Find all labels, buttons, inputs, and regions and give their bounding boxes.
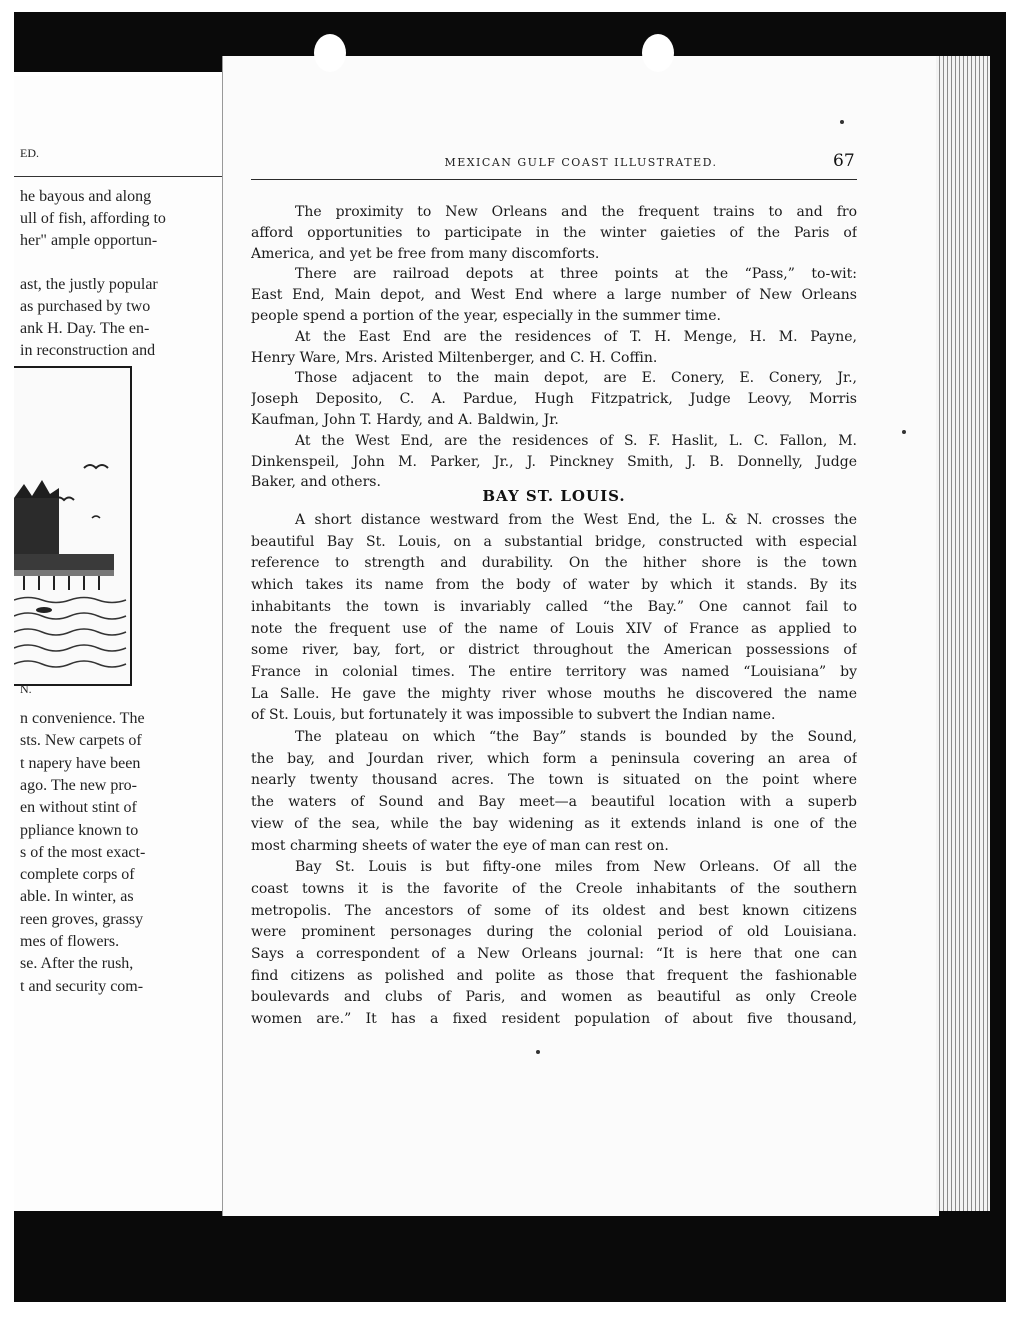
text-line: The proximity to New Orleans and the frequent trains to and fro (295, 204, 857, 220)
text-line: of St. Louis, but fortunately it was impossible to subvert the Indian name. (251, 707, 776, 724)
text-line: metropolis. The ancestors of some of its oldest and best known citizens (251, 902, 857, 919)
left-page-line: ppliance known to (20, 821, 139, 839)
left-page-line: n convenience. The (20, 710, 145, 727)
text-line: the waters of Sound and Bay meet—a beautiful location with a superb (251, 794, 857, 811)
text-line: view of the sea, while the bay widening as it extends inland is one of the (251, 815, 857, 832)
left-page-line: t and security com- (20, 977, 144, 995)
text-line: find citizens as polished and polite as those that frequent the fashionable (251, 967, 857, 984)
left-page-line: ull of fish, affording to (20, 210, 166, 227)
left-page-line: able. In winter, as (20, 888, 134, 906)
scan-speck (902, 430, 906, 434)
left-page-line: se. After the rush, (20, 955, 134, 973)
scan-speck (840, 120, 844, 124)
text-line: some river, bay, fort, or district throughout the American possessions of (251, 642, 857, 659)
text-line: most charming sheets of water the eye of man can rest on. (251, 837, 669, 854)
text-line: East End, Main depot, and West End where a large number of New Orleans (251, 287, 857, 304)
harbor-illustration (14, 366, 132, 686)
text-line: At the East End are the residences of T. H. Menge, H. M. Payne, (295, 328, 857, 345)
text-line: Baker, and others. (251, 474, 381, 491)
text-line: France in colonial times. The entire territory was named “Louisiana” by (251, 663, 857, 680)
text-line: boulevards and clubs of Paris, and women as beautiful as only Creole (251, 989, 857, 1006)
left-page (14, 76, 226, 1211)
scan-border-bottom (14, 1210, 1006, 1302)
text-line: the bay, and Jourdan river, which form a peninsula covering an area of (251, 750, 857, 767)
header-rule (251, 179, 857, 180)
text-line: La Salle. He gave the mighty river whose mouths he discovered the name (251, 685, 857, 702)
text-line: There are railroad depots at three points at the “Pass,” to-wit: (295, 266, 857, 283)
text-line: Henry Ware, Mrs. Aristed Miltenberger, and C. H. Coffin. (251, 349, 658, 366)
running-head: MEXICAN GULF COAST ILLUSTRATED. (444, 156, 718, 169)
right-page (222, 56, 939, 1216)
text-line: Says a correspondent of a New Orleans journal: “It is here that one can (251, 946, 857, 962)
text-line: Those adjacent to the main depot, are E. Conery, E. Conery, Jr., (295, 370, 857, 387)
binder-hole-right (642, 34, 674, 72)
left-page-line: in reconstruction and (20, 342, 156, 359)
page-stack-edges (936, 56, 990, 1211)
text-line: America, and yet be free from many discomforts. (251, 245, 600, 262)
text-line: The plateau on which “the Bay” stands is bounded by the Sound, (295, 729, 857, 745)
text-line: beautiful Bay St. Louis, on a substantial bridge, constructed with especial (251, 533, 857, 550)
left-page-line: sts. New carpets of (20, 732, 142, 750)
scan-border-right (990, 12, 1006, 1302)
section-heading: BAY ST. LOUIS. (482, 487, 626, 505)
text-line: Dinkenspeil, John M. Parker, Jr., J. Pinckney Smith, J. B. Donnelly, Judge (251, 453, 857, 470)
left-page-line: s of the most exact- (20, 843, 146, 861)
text-line: Joseph Deposito, C. A. Pardue, Hugh Fitzpatrick, Judge Leovy, Morris (251, 391, 857, 408)
left-page-line: en without stint of (20, 799, 137, 817)
scan-speck (536, 1050, 540, 1054)
text-line: Bay St. Louis is but fifty-one miles from New Orleans. Of all the (295, 859, 857, 876)
left-page-line: her" ample opportun- (20, 232, 158, 249)
text-line: coast towns it is the favorite of the Creole inhabitants of the southern (251, 880, 857, 897)
left-page-line: reen groves, grassy (20, 910, 144, 928)
text-line: which takes its name from the body of water by which it stands. By its (251, 577, 857, 594)
text-line: At the West End, are the residences of S. F. Haslit, L. C. Fallon, M. (295, 432, 857, 449)
left-page-line: ank H. Day. The en- (20, 320, 150, 337)
illustration-caption: N. (20, 682, 32, 696)
text-line: nearly twenty thousand acres. The town is situated on the point where (251, 772, 857, 789)
left-page-line: as purchased by two (20, 298, 151, 315)
left-page-line: ast, the justly popular (20, 276, 158, 293)
left-header-rule (14, 176, 224, 177)
text-line: afford opportunities to participate in the winter gaieties of the Paris of (251, 224, 857, 241)
text-line: reference to strength and durability. On the hither shore is the town (251, 555, 857, 572)
left-page-line: he bayous and along (20, 188, 152, 205)
left-page-header: ED. (20, 146, 39, 160)
text-line: women are.” It has a fixed resident population of about five thousand, (251, 1011, 857, 1028)
left-page-line: ago. The new pro- (20, 776, 137, 794)
left-page-line: t napery have been (20, 754, 141, 772)
binder-hole-left (314, 34, 346, 72)
text-line: were prominent personages during the colonial period of old Louisiana. (251, 924, 857, 941)
pier-and-sea-engraving (14, 368, 130, 684)
text-line: people spend a portion of the year, especially in the summer time. (251, 308, 721, 324)
text-line: note the frequent use of the name of Louis XIV of France as applied to (251, 620, 857, 637)
text-line: A short distance westward from the West End, the L. & N. crosses the (295, 512, 857, 528)
left-page-line: mes of flowers. (20, 933, 120, 950)
text-line: inhabitants the town is invariably called “the Bay.” One cannot fail to (251, 598, 857, 615)
text-line: Kaufman, John T. Hardy, and A. Baldwin, Jr. (251, 412, 559, 428)
page-number: 67 (833, 151, 855, 171)
left-page-line: complete corps of (20, 866, 135, 884)
